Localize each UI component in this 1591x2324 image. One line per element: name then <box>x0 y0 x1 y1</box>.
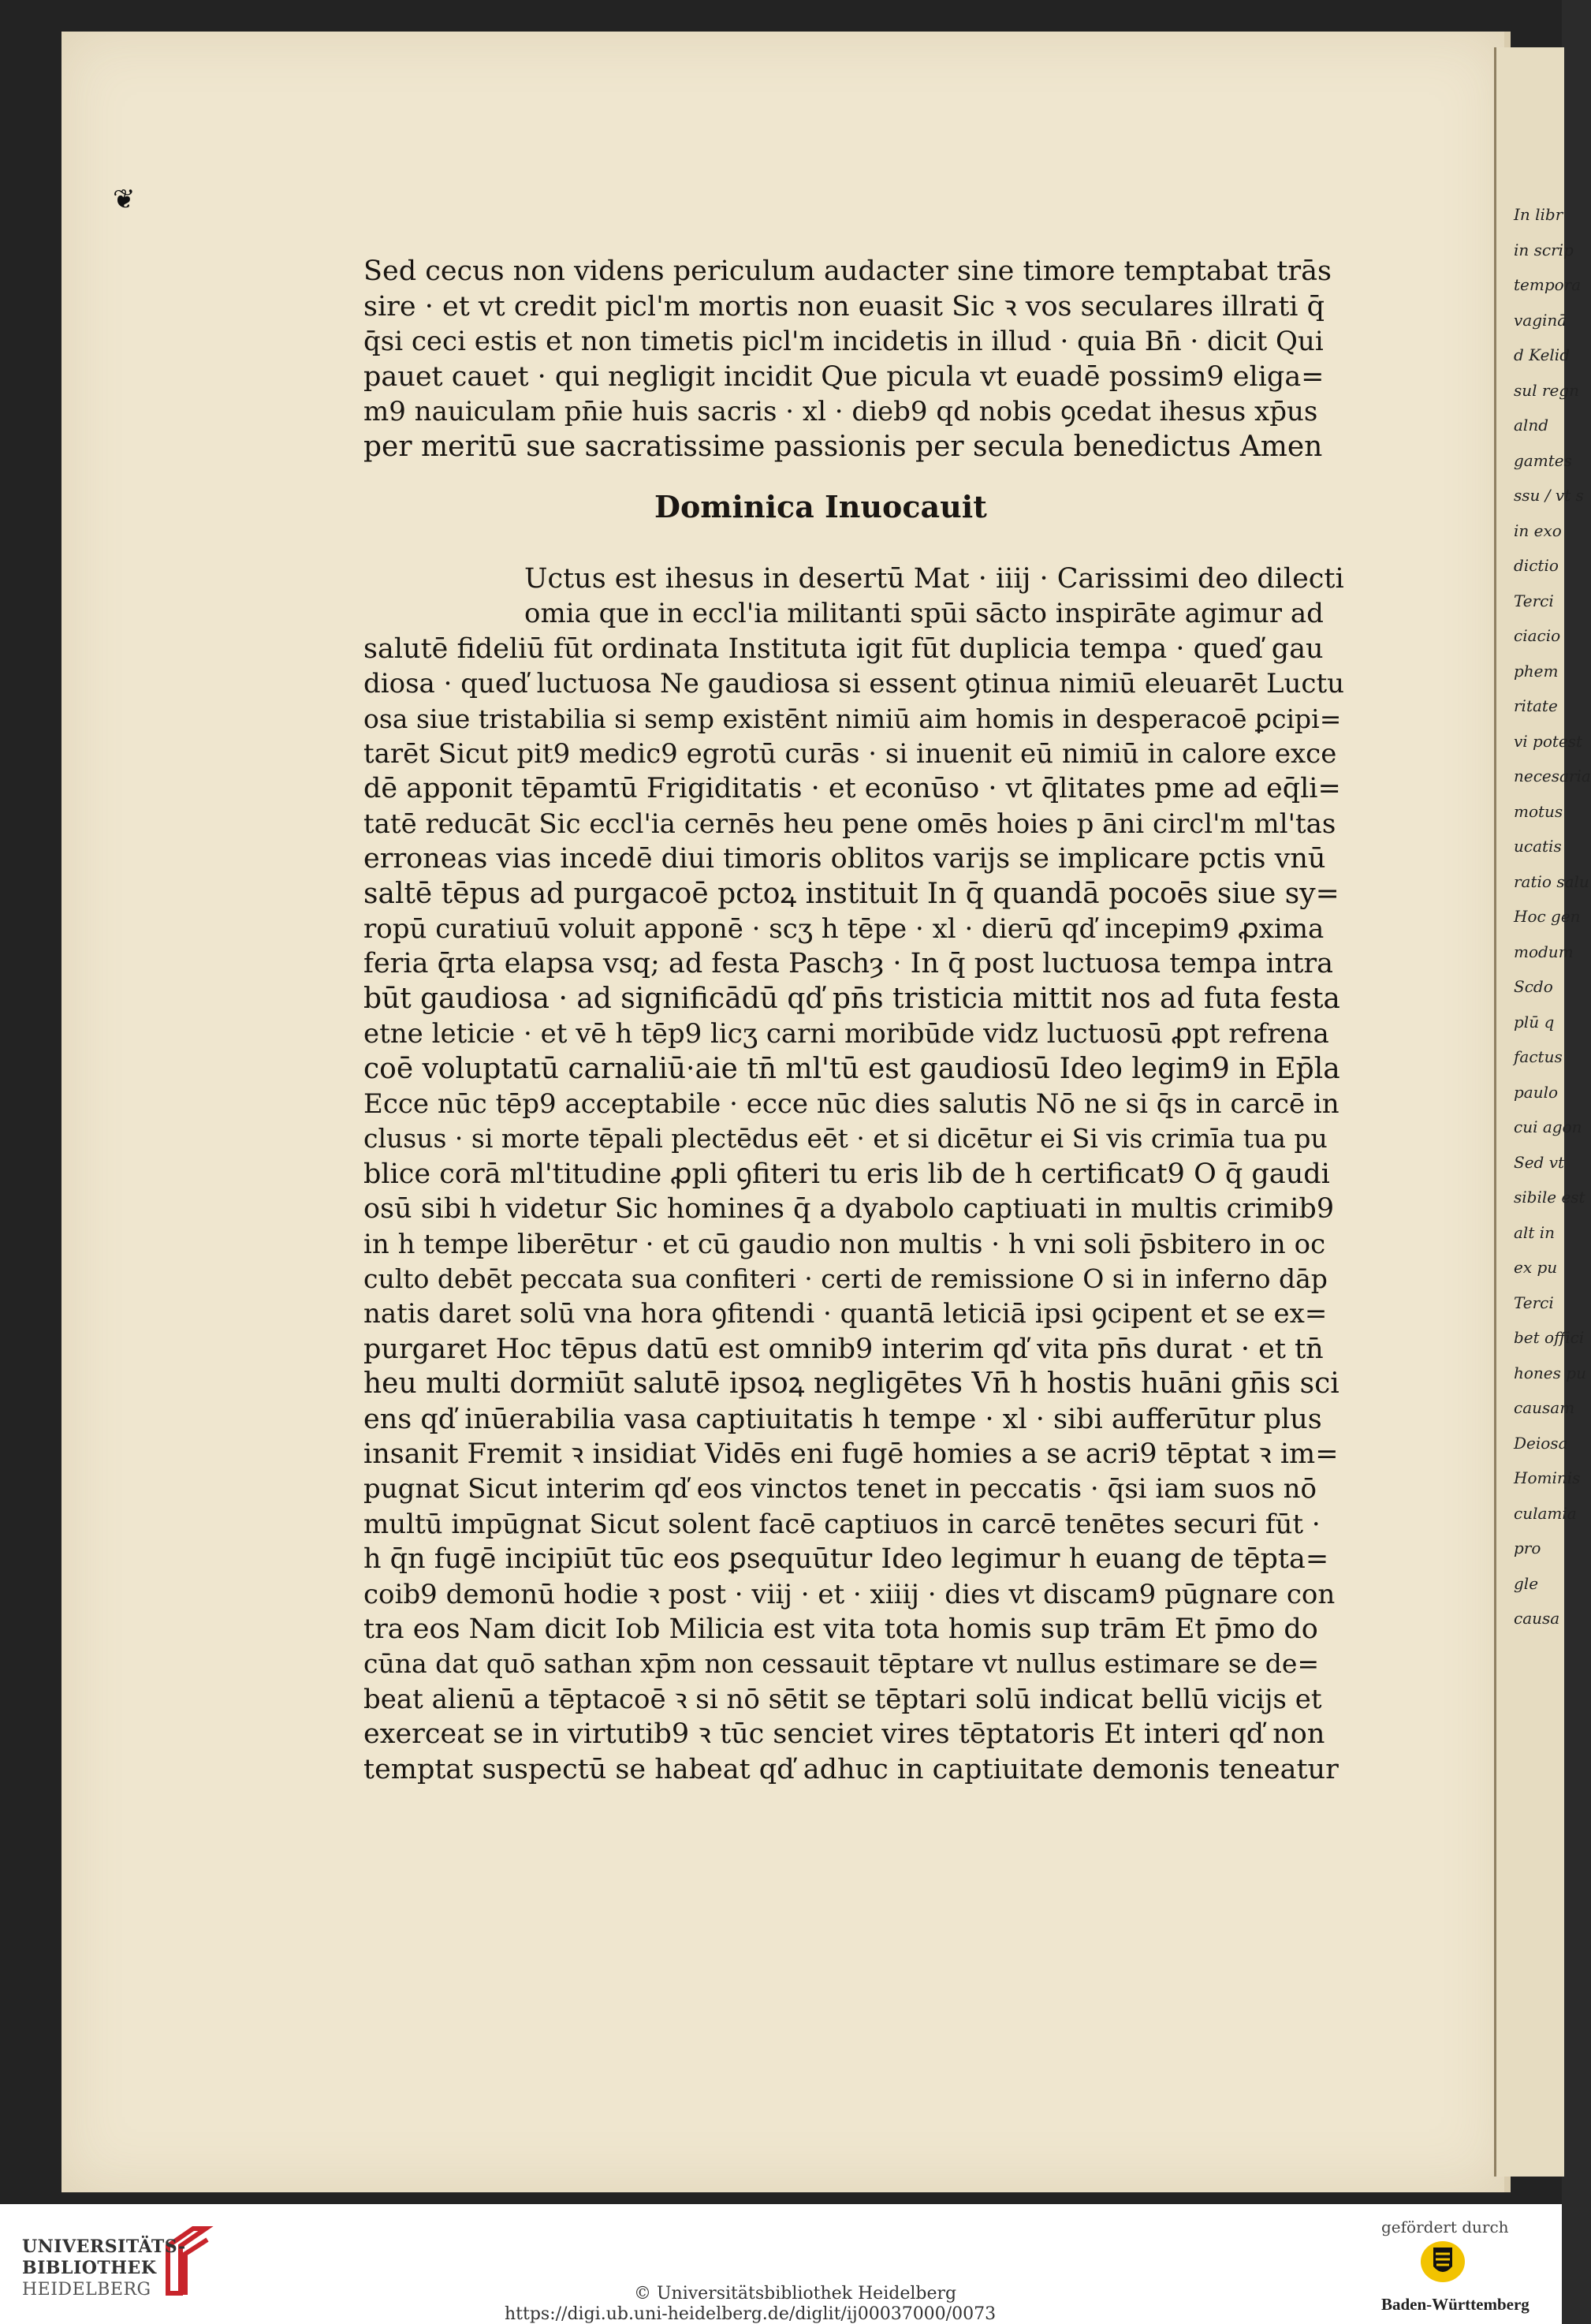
margin-fragment: phem <box>1514 661 1559 681</box>
margin-fragment: factus <box>1514 1047 1563 1066</box>
margin-fragment: in scrip <box>1514 240 1574 259</box>
margin-fragment: motus <box>1514 801 1563 821</box>
margin-fragment: sibile est <box>1514 1188 1585 1207</box>
margin-fragment: Scdo <box>1514 977 1553 996</box>
margin-fragment: ssu / vt s <box>1514 486 1584 505</box>
text-line: pauet cauet · qui negligit incidit Que picula vt euadē possim9 eliga= <box>363 360 1325 393</box>
text-line: salutē fideliū fūt ordinata Instituta igit fūt duplicia tempa · queď gau <box>363 632 1324 665</box>
text-line: insanit Fremit ꝛ insidiat Vidēs eni fugē homies a se acri9 tēptat ꝛ im= <box>363 1438 1339 1470</box>
margin-fragment: Sed vt <box>1514 1152 1565 1172</box>
library-name <box>22 2236 186 2300</box>
library-name-line-2: BIBLIOTHEK <box>22 2258 157 2278</box>
margin-fragment: hones pu <box>1514 1363 1586 1382</box>
margin-fragment: vaginā <box>1514 310 1567 330</box>
margin-fragment: culamia <box>1514 1503 1577 1523</box>
library-name-line-1: UNIVERSITÄTS- <box>22 2236 186 2257</box>
text-line: tarēt Sicut pit9 medic9 egrotū curās · si inuenit eū nimiū in calore exce <box>363 738 1337 770</box>
margin-fragment: In libr <box>1514 205 1563 224</box>
margin-fragment: cui agon <box>1514 1117 1582 1136</box>
text-line: temptat suspectū se habeat qď adhuc in captiuitate demonis teneatur <box>363 1753 1339 1785</box>
text-line: omia que in eccl'ia militanti spūi sācto inspirāte agimur ad <box>524 598 1324 630</box>
margin-fragment: Hominis <box>1514 1468 1581 1487</box>
text-line: blice corā ml'titudine ꝓpli ꝯfiteri tu eris lib de h certificat9 O q̄ gaudi <box>363 1158 1330 1190</box>
margin-fragment: necesaria <box>1514 767 1591 785</box>
margin-fragment: dictio <box>1514 556 1559 575</box>
margin-fragment: tempora <box>1514 275 1582 294</box>
margin-fragment: vi potest <box>1514 731 1583 751</box>
margin-fragment: ritate <box>1514 696 1558 715</box>
margin-fragment: sul regn <box>1514 380 1579 400</box>
margin-fragment: ucatis <box>1514 837 1562 856</box>
text-line: saltē tēpus ad purgacoē pctoꝝ instituit In q̄ quandā pocoēs siue sy= <box>363 877 1339 910</box>
bw-coat-of-arms-icon <box>1419 2238 1466 2285</box>
margin-fragment: paulo <box>1514 1082 1559 1102</box>
library-name-line-3: HEIDELBERG <box>22 2280 151 2300</box>
text-line: diosa · queď luctuosa Ne gaudiosa si essent ꝯtinua nimiū eleuarēt Luctu <box>363 668 1345 700</box>
text-line: ens qď inūerabilia vasa captiuitatis h tempe · xl · sibi aufferūtur plus <box>363 1403 1322 1435</box>
margin-fragment: ex pu <box>1514 1258 1558 1277</box>
text-line: per meritū sue sacratissime passionis per secula benedictus Amen <box>363 430 1323 463</box>
text-line: coib9 demonū hodie ꝛ post · viij · et · xiiij · dies vt discam9 pūgnare con <box>363 1578 1336 1610</box>
text-line: purgaret Hoc tēpus datū est omnib9 interim qď vita pn̄s durat · et tn̄ <box>363 1333 1324 1365</box>
text-line: Ecce nūc tēp9 acceptabile · ecce nūc dies salutis Nō ne si q̄s in carcē in <box>363 1088 1339 1120</box>
copyright-text: © Universitätsbibliothek Heidelberg <box>634 2284 957 2303</box>
section-heading: Dominica Inuocauit <box>654 489 987 524</box>
margin-fragment: ciacio <box>1514 626 1561 645</box>
margin-fragment: plū q <box>1514 1012 1555 1031</box>
margin-fragment: Deiosa <box>1514 1433 1568 1453</box>
text-line: Uctus est ihesus in desertū Mat · iiij · Carissimi deo dilecti <box>524 563 1344 595</box>
text-line: ropū curatiuū voluit apponē · scʒ h tēpe · xl · dierū qď incepim9 ꝓxima <box>363 913 1325 945</box>
text-line: tra eos Nam dicit Iob Milicia est vita tota homis sup trām Et p̄mo do <box>363 1613 1318 1645</box>
text-line: etne leticie · et vē h tēp9 licʒ carni moribūde vidz luctuosū ꝓpt refrena <box>363 1018 1329 1050</box>
text-line: h q̄n fugē incipiūt tūc eos ꝑsequūtur Ideo legimur h euang de tēpta= <box>363 1543 1329 1576</box>
fleuron-icon: ❦ <box>113 184 136 215</box>
margin-fragment: causam <box>1514 1398 1575 1417</box>
margin-fragment: alt in <box>1514 1222 1555 1242</box>
margin-fragment: in exo <box>1514 520 1562 540</box>
margin-fragment: ratio salu <box>1514 871 1589 891</box>
margin-fragment: gle <box>1514 1573 1539 1593</box>
text-line: heu multi dormiūt salutē ipsoꝝ negligētes Vn̄ h hostis huāni gn̄is sci <box>363 1367 1339 1401</box>
margin-fragment: modum <box>1514 942 1574 961</box>
adjacent-page-edge <box>1494 47 1591 2177</box>
text-line: in h tempe liberētur · et cū gaudio non multis · h vni soli p̄sbitero in oc <box>363 1228 1326 1260</box>
text-line: tatē reducāt Sic eccl'ia cernēs heu pene omēs hoies p āni circl'm ml'tas <box>363 808 1336 840</box>
text-line: erroneas vias incedē diui timoris oblitos varijs se implicare pctis vnū <box>363 843 1326 875</box>
text-line: sire · et vt credit picl'm mortis non euasit Sic ꝛ vos seculares illrati q̄ <box>363 290 1325 323</box>
margin-fragment: Terci <box>1514 1293 1554 1312</box>
margin-fragment: causa <box>1514 1609 1560 1628</box>
text-line: osū sibi h videtur Sic homines q̄ a dyabolo captiuati in multis crimib9 <box>363 1193 1335 1225</box>
text-line: culto debēt peccata sua confiteri · certi de remissione O si in inferno dāp <box>363 1263 1328 1294</box>
text-line: beat alienū a tēptacoē ꝛ si nō sētit se tēptari solū indicat bellū vicijs et <box>363 1683 1322 1715</box>
margin-fragment: alnd <box>1514 416 1549 435</box>
margin-fragment: Terci <box>1514 591 1554 610</box>
text-line: feria q̄rta elapsa vsq; ad festa Paschȝ · In q̄ post luctuosa tempa intra <box>363 948 1334 980</box>
text-line: osa siue tristabilia si semp existēnt nimiū aim homis in desperacoē ꝑcipi= <box>363 703 1342 734</box>
text-line: pugnat Sicut interim qď eos vinctos tenet in peccatis · q̄si iam suos nō <box>363 1473 1317 1505</box>
margin-fragment: Hoc gen <box>1514 907 1581 926</box>
text-line: cūna dat quō sathan xp̄m non cessauit tēptare vt nullus estimare se de= <box>363 1648 1320 1680</box>
text-line: exerceat se in virtutib9 ꝛ tūc senciet vires tēptatoris Et interi qď non <box>363 1718 1325 1751</box>
text-line: Sed cecus non videns periculum audacter sine timore temptabat trās <box>363 256 1332 287</box>
margin-fragment: bet offici <box>1514 1328 1585 1347</box>
funder-name: Baden-Württemberg <box>1381 2295 1530 2314</box>
text-line: clusus · si morte tēpali plectēdus eēt · et si dicētur ei Si vis crimīa tua pu <box>363 1123 1328 1155</box>
margin-fragment: d Kelid <box>1514 345 1570 364</box>
text-line: natis daret solū vna hora ꝯfitendi · quantā leticiā ipsi ꝯcipent et se ex= <box>363 1298 1328 1330</box>
permalink-url[interactable]: https://digi.ub.uni-heidelberg.de/diglit/ij00037000/0073 <box>505 2304 997 2324</box>
funded-by-label: gefördert durch <box>1381 2218 1509 2236</box>
text-line: multū impūgnat Sicut solent facē captiuos in carcē tenētes securi fūt · <box>363 1508 1321 1540</box>
text-line: m9 nauiculam pn̄ie huis sacris · xl · dieb9 qd nobis ꝯcedat ihesus xp̄us <box>363 396 1318 427</box>
text-line: būt gaudiosa · ad significādū qď pn̄s tristicia mittit nos ad futa festa <box>363 982 1340 1015</box>
text-line: coē voluptatū carnaliū·aie tn̄ ml'tū est gaudiosū Ideo legim9 in Ep̄la <box>363 1052 1340 1085</box>
text-line: dē apponit tēpamtū Frigiditatis · et econūso · vt q̄litates pme ad eq̄li= <box>363 773 1341 805</box>
margin-fragment: gamtes <box>1514 450 1572 470</box>
text-line: q̄si ceci estis et non timetis picl'm incidetis in illud · quia Bn̄ · dicit Qui <box>363 326 1324 357</box>
margin-fragment: pro <box>1514 1539 1541 1557</box>
